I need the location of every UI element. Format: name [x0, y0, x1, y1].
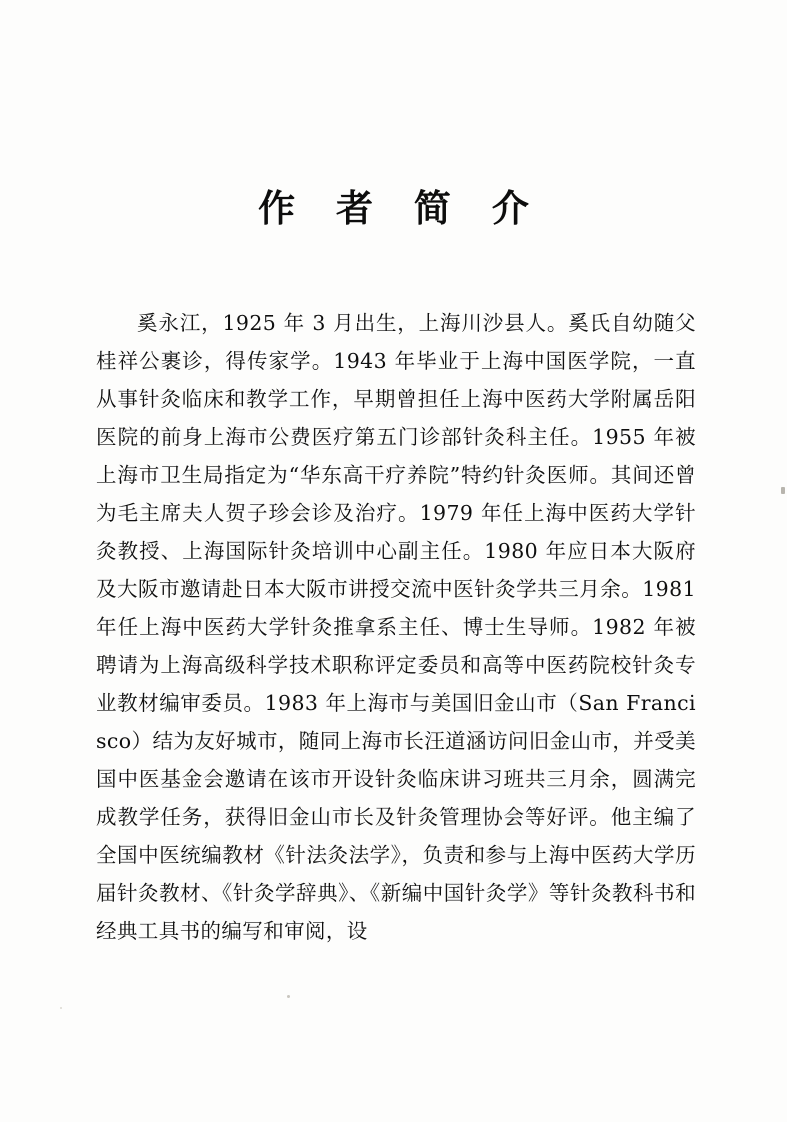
paper-speck [60, 1007, 62, 1009]
author-biography-paragraph: 奚永江，1925 年 3 月出生，上海川沙县人。奚氏自幼随父桂祥公裹诊，得传家学。1943 年毕业于上海中国医学院，一直从事针灸临床和教学工作，早期曾担任上海中医药大学附属岳阳医院的前身上海市公费医疗第五门诊部针灸科主任。1955 年被上海市卫生局指定为“华东高干疗养院”特约针灸医师。其间还曾为毛主席夫人贺子珍会诊及治疗。1979 年任上海中医药大学针灸教授、上海国际针灸培训中心副主任。1980 年应日本大阪府及大阪市邀请赴日本大阪市讲授交流中医针灸学共三月余。1981 年任上海中医药大学针灸推拿系主任、博士生导师。1982 年被聘请为上海高级科学技术职称评定委员和高等中医药院校针灸专业教材编审委员。1983 年上海市与美国旧金山市（San Francisco）结为友好城市，随同上海市长汪道涵访问旧金山市，并受美国中医基金会邀请在该市开设针灸临床讲习班共三月余，圆满完成教学任务，获得旧金山市长及针灸管理协会等好评。他主编了全国中医统编教材《针法灸法学》，负责和参与上海中医药大学历届针灸教材、《针灸学辞典》、《新编中国针灸学》等针灸教科书和经典工具书的编写和审阅，设 [96, 310, 696, 943]
body-text-block [96, 283, 696, 970]
paper-speck [781, 487, 785, 494]
page-title: 作 者 简 介 [258, 186, 543, 230]
paper-speck [287, 995, 290, 998]
